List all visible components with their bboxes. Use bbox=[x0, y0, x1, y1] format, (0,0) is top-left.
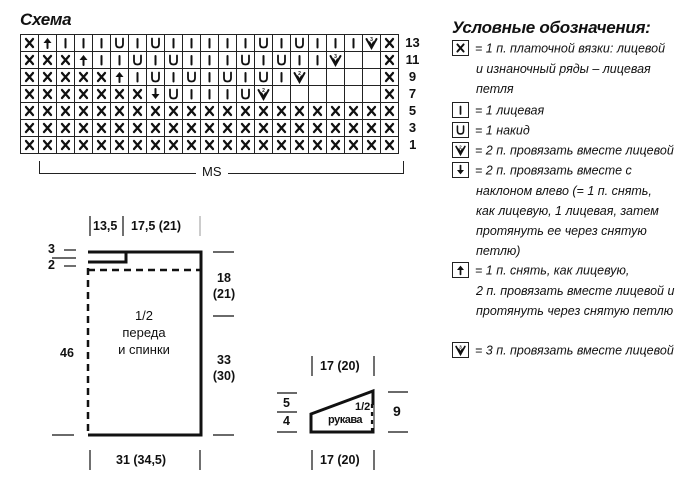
dim-height-total: 46 bbox=[60, 346, 74, 360]
row-number: 7 bbox=[408, 86, 417, 101]
row-number: 9 bbox=[408, 69, 417, 84]
svg-text:2: 2 bbox=[262, 88, 265, 94]
legend-text: = 3 п. провязать вместе лицевой bbox=[475, 343, 674, 358]
body-label-fraction: 1/2 bbox=[134, 308, 154, 323]
repeat-label: MS bbox=[196, 164, 228, 179]
sleeve-label-fraction: 1/2 bbox=[355, 401, 371, 413]
chart-title: Схема bbox=[20, 10, 72, 29]
dim-right-upper-b: (21) bbox=[212, 287, 236, 301]
row-number: 5 bbox=[408, 103, 417, 118]
legend-text: = 1 п. снять, как лицевую, bbox=[475, 263, 630, 278]
dim-top-left: 13,5 bbox=[93, 219, 118, 233]
dim-right-lower bbox=[211, 352, 237, 384]
sleeve-dim-right: 9 bbox=[393, 403, 401, 419]
legend-text: петля bbox=[476, 81, 514, 96]
sleeve-dim-left-a: 5 bbox=[283, 396, 290, 410]
row-number: 11 bbox=[405, 52, 420, 67]
legend-text: = 1 накид bbox=[475, 123, 530, 138]
svg-text:3: 3 bbox=[334, 54, 337, 60]
legend-text: = 2 п. провязать вместе лицевой bbox=[475, 143, 674, 158]
legend-text: протянуть через снятую петлю bbox=[476, 303, 674, 318]
legend-text: 2 п. провязать вместе лицевой и bbox=[476, 283, 675, 298]
dim-left-a: 3 bbox=[48, 242, 55, 256]
svg-text:3: 3 bbox=[370, 37, 373, 43]
legend-title: Условные обозначения: bbox=[452, 18, 651, 37]
dim-top-right: 17,5 (21) bbox=[131, 219, 182, 233]
dim-right-lower-a: 33 bbox=[217, 353, 231, 367]
dim-right-upper bbox=[212, 270, 236, 302]
row-number: 3 bbox=[408, 120, 417, 135]
dim-right-upper-a: 18 bbox=[217, 271, 231, 285]
svg-text:2: 2 bbox=[298, 71, 301, 77]
sleeve-dim-top: 17 (20) bbox=[320, 359, 360, 373]
dim-left-b: 2 bbox=[48, 258, 55, 272]
dim-bottom: 31 (34,5) bbox=[116, 453, 167, 467]
legend-text: протянуть ее через снятую bbox=[476, 223, 647, 238]
legend-text: = 1 лицевая bbox=[475, 103, 545, 118]
sleeve-dim-bottom: 17 (20) bbox=[320, 453, 360, 467]
row-number: 13 bbox=[405, 35, 420, 50]
legend-text: = 2 п. провязать вместе с bbox=[475, 163, 632, 178]
dim-right-lower-b: (30) bbox=[212, 369, 236, 383]
body-label-line3: и спинки bbox=[118, 342, 170, 357]
legend-text: = 1 п. платочной вязки: лицевой bbox=[475, 41, 666, 56]
body-label-line2: переда bbox=[122, 325, 166, 340]
legend-text: и изнаночный ряды – лицевая bbox=[476, 61, 651, 76]
row-number: 1 bbox=[409, 137, 417, 152]
legend-text: петлю) bbox=[476, 243, 521, 258]
legend-text: наклоном влево (= 1 п. снять, bbox=[476, 183, 652, 198]
svg-text:2: 2 bbox=[459, 143, 462, 149]
svg-text:3: 3 bbox=[459, 343, 462, 349]
legend-text: как лицевую, 1 лицевая, затем bbox=[476, 203, 659, 218]
sleeve-label-text: рукава bbox=[328, 414, 363, 426]
body-label bbox=[104, 307, 184, 358]
sleeve-dim-left-b: 4 bbox=[283, 414, 290, 428]
